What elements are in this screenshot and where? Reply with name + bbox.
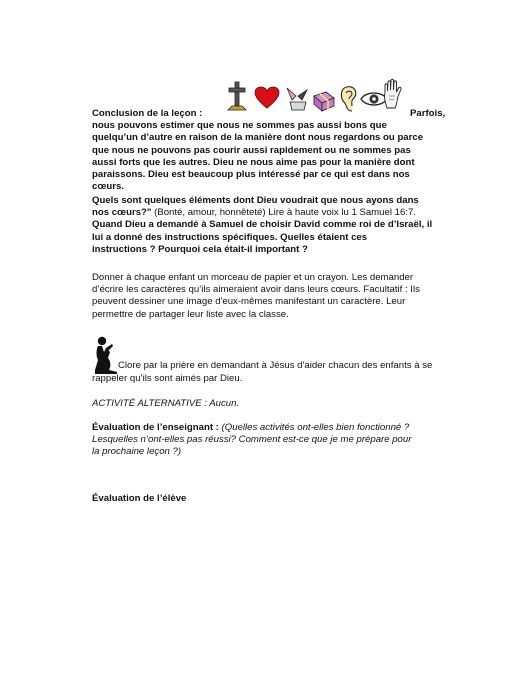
praying-figure-icon (92, 336, 118, 374)
question-line: instructions ? Pourquoi cela était-il important ? (92, 243, 308, 255)
activity-line: Donner à chaque enfant un morceau de papier et un crayon. Les demander (92, 272, 414, 283)
conclusion-line: paraissons. Dieu est beaucoup plus intéressé par ce qui est dans nos (92, 169, 410, 181)
conclusion-right-word: Parfois, (410, 108, 446, 119)
question-line: Quels sont quelques éléments dont Dieu voudrait que nous ayons dans (92, 195, 419, 206)
conclusion-line: que nous ne pouvons pas courir aussi rapidement ou ne sommes pas (92, 144, 411, 156)
conclusion-line: quelqu’un d’autre en raison de la manière dont nous regardons ou parce (92, 132, 424, 144)
prayer-line-1: Clore par la prière en demandant à Jésus d'aider chacun des enfants à se (118, 360, 433, 371)
heart-icon (254, 86, 280, 110)
teacher-evaluation-section (92, 422, 474, 459)
conclusion-heading: Conclusion de la leçon : (92, 108, 203, 119)
student-evaluation-heading: Évaluation de l’élève (92, 493, 187, 504)
conclusion-line: aussi forts que les autres. Dieu ne nous aime pas pour la manière dont (92, 156, 415, 168)
activity-line: d’écrire les caractères qu’ils aimeraient avoir dans leurs cœurs. Facultatif : Ils (92, 284, 420, 296)
conclusion-line: cœurs. (92, 181, 124, 193)
teacher-eval-label: Évaluation de l’enseignant : (92, 422, 219, 433)
question-line (92, 207, 474, 219)
hand-icon (382, 78, 404, 110)
conclusion-line: nous pouvons estimer que nous ne sommes pas aussi bons que (92, 120, 387, 132)
teacher-eval-line: Lesquelles n’ont-elles pas réussi? Comment est-ce que je me prépare pour (92, 434, 412, 446)
prayer-line-2: rappeler qu’ils sont aimés par Dieu. (92, 373, 243, 384)
teacher-eval-line: la prochaine leçon ?) (92, 446, 182, 458)
activity-line: peuvent dessiner une image d'eux-mêmes manifestant un caractère. Leur (92, 296, 406, 308)
teacher-eval-question: (Quelles activités ont-elles bien fonctionné ? (218, 422, 410, 433)
question-line: Quand Dieu a demandé à Samuel de choisir David comme roi de d’Israël, il (92, 219, 433, 231)
conclusion-section (92, 108, 474, 193)
activity-line: permettre de partager leur liste avec la classe. (92, 308, 289, 320)
alternative-activity: ACTIVITÉ ALTERNATIVE : Aucun. (92, 398, 240, 409)
question-section (92, 195, 474, 256)
question-line: lui a donné des instructions spécifiques. Quelles étaient ces (92, 231, 368, 243)
question-bold-text: nos cœurs?" (92, 207, 152, 219)
activity-section (92, 272, 474, 321)
question-normal-text: (Bonté, amour, honnêteté) Lire à haute voix lu 1 Samuel 16:7. (151, 207, 416, 219)
teacher-eval-line (92, 422, 474, 434)
